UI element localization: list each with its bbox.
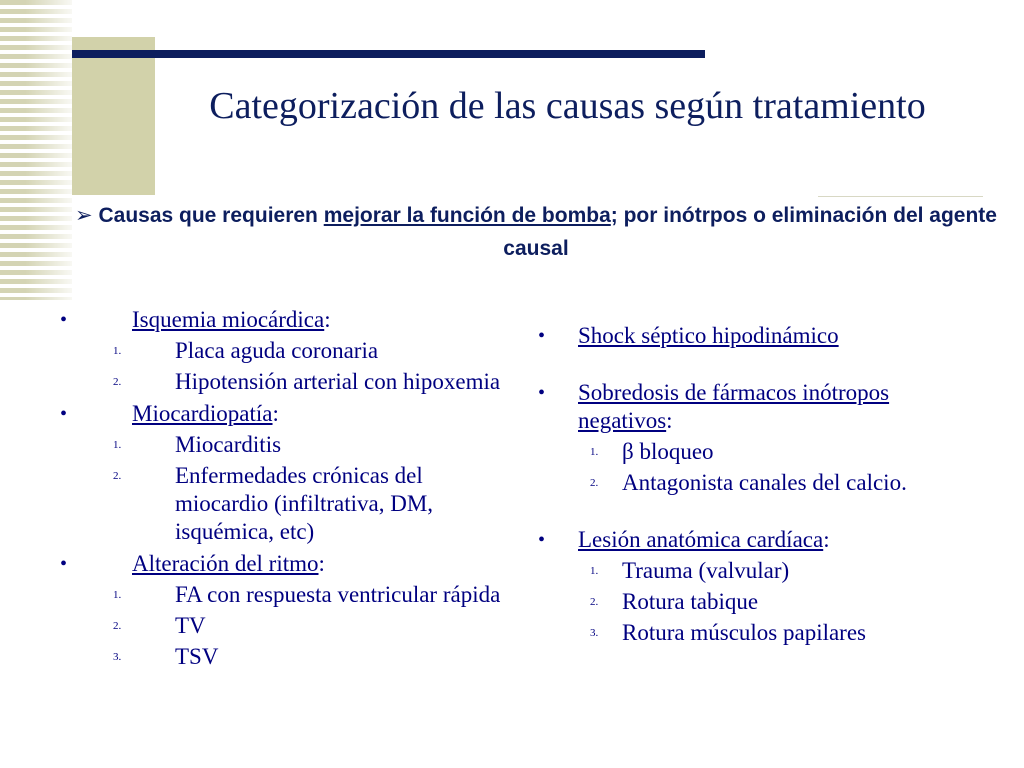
bullet-item — [60, 400, 510, 428]
bullet-item — [538, 526, 968, 554]
bullet-icon: • — [60, 309, 68, 331]
cause-group — [538, 322, 968, 350]
item-text: Rotura tabique — [622, 589, 759, 614]
numbered-item — [538, 588, 968, 616]
item-number: 2. — [590, 596, 599, 608]
item-text: TV — [175, 613, 206, 638]
numbered-item — [60, 581, 510, 609]
bullet-icon: • — [538, 529, 546, 551]
item-number: 1. — [590, 565, 599, 577]
numbered-item — [60, 431, 510, 459]
item-number: 1. — [113, 589, 122, 601]
heading-colon: : — [318, 551, 325, 576]
subtitle-prefix: Causas que requieren — [98, 204, 324, 227]
numbered-item — [538, 469, 968, 497]
bullet-item — [538, 322, 968, 350]
subtitle-underlined: mejorar la función de bomba — [323, 204, 611, 227]
cause-group — [60, 400, 510, 546]
bullet-item — [60, 550, 510, 578]
arrow-bullet-icon: ➢ — [75, 204, 93, 227]
item-text: TSV — [175, 644, 219, 669]
item-text: Miocarditis — [175, 432, 282, 457]
title-accent-bar — [72, 50, 705, 58]
numbered-item — [538, 438, 968, 466]
group-heading: Lesión anatómica cardíaca — [578, 527, 824, 552]
item-text: Trauma (valvular) — [622, 558, 790, 583]
item-text: Enfermedades crónicas del miocardio (infiltrativa, DM, isquémica, etc) — [175, 463, 434, 544]
slide-title: Categorización de las causas según tratamiento — [209, 85, 926, 127]
left-column — [60, 306, 510, 671]
cause-group — [60, 550, 510, 671]
item-number: 2. — [113, 470, 122, 482]
item-number: 1. — [113, 439, 122, 451]
numbered-item — [60, 368, 510, 396]
numbered-item — [60, 612, 510, 640]
heading-colon: : — [823, 527, 830, 552]
group-heading: Alteración del ritmo — [132, 551, 319, 576]
item-text: FA con respuesta ventricular rápida — [175, 582, 501, 607]
bullet-icon: • — [538, 325, 546, 347]
group-heading: Isquemia miocárdica — [132, 307, 325, 332]
group-heading: Miocardiopatía — [132, 401, 273, 426]
numbered-item — [60, 337, 510, 365]
group-heading: Shock séptico hipodinámico — [578, 323, 839, 348]
item-number: 2. — [113, 620, 122, 632]
heading-colon: : — [666, 408, 673, 433]
item-number: 1. — [113, 345, 122, 357]
tan-accent-block — [72, 37, 155, 195]
bullet-icon: • — [60, 553, 68, 575]
bullet-item — [538, 379, 968, 435]
bullet-icon: • — [538, 382, 546, 404]
subtitle-suffix: ; por inótrpos o eliminación del agente causal — [503, 204, 997, 260]
numbered-item — [60, 462, 510, 546]
item-number: 3. — [113, 651, 122, 663]
slide-subtitle — [56, 199, 1016, 265]
item-text: Placa aguda coronaria — [175, 338, 379, 363]
cause-group — [538, 379, 968, 497]
divider-line — [818, 196, 983, 197]
bullet-item — [60, 306, 510, 334]
item-number: 2. — [590, 477, 599, 489]
item-number: 1. — [590, 446, 599, 458]
item-number: 2. — [113, 376, 122, 388]
item-text: Rotura músculos papilares — [622, 620, 867, 645]
group-heading: Sobredosis de fármacos inótropos negativos — [578, 380, 890, 433]
heading-colon: : — [324, 307, 331, 332]
numbered-item — [538, 557, 968, 585]
item-text: Hipotensión arterial con hipoxemia — [175, 369, 501, 394]
numbered-item — [538, 619, 968, 647]
bullet-icon: • — [60, 403, 68, 425]
item-number: 3. — [590, 627, 599, 639]
item-text: β bloqueo — [622, 439, 714, 464]
heading-colon: : — [272, 401, 279, 426]
numbered-item — [60, 643, 510, 671]
cause-group — [538, 526, 968, 647]
item-text: Antagonista canales del calcio. — [622, 470, 907, 495]
cause-group — [60, 306, 510, 396]
right-column — [538, 322, 968, 647]
